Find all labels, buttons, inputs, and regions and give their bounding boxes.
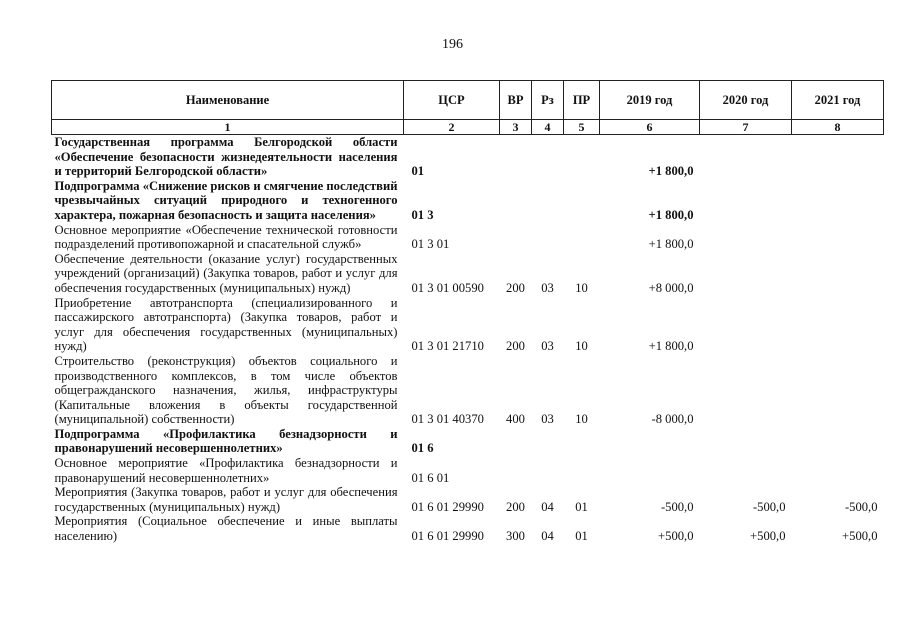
table-row — [52, 354, 884, 427]
row-name: Основное мероприятие «Обеспечение технической готовности подразделений противопожарной и спасательной служб» — [54, 222, 398, 252]
header-2021: 2021 год — [792, 81, 884, 120]
row-2021 — [792, 456, 884, 485]
row-pr — [564, 223, 600, 252]
row-2019: +500,0 — [658, 529, 694, 544]
row-csr: 01 6 — [411, 441, 434, 456]
row-2020 — [700, 354, 792, 427]
row-2019: +1 800,0 — [648, 207, 694, 222]
row-2020 — [700, 252, 792, 296]
row-rz: 04 — [541, 529, 554, 544]
row-2021 — [792, 179, 884, 223]
row-2021 — [792, 223, 884, 252]
row-vr — [500, 427, 532, 456]
row-rz — [532, 456, 564, 485]
row-vr: 400 — [506, 412, 525, 427]
row-name: Подпрограмма «Снижение рисков и смягчение последствий чрезвычайных ситуаций природного и техногенного характера, пожарная безопасность и защита населения» — [54, 178, 398, 222]
row-pr: 10 — [575, 280, 588, 295]
header-name: Наименование — [52, 81, 404, 120]
row-rz: 03 — [541, 280, 554, 295]
row-2019 — [600, 456, 700, 485]
row-2019: +1 800,0 — [648, 237, 694, 252]
header-number: 7 — [700, 120, 792, 135]
row-2020 — [700, 456, 792, 485]
table-header — [52, 81, 884, 135]
header-rz: Рз — [532, 81, 564, 120]
row-2019: +1 800,0 — [648, 339, 694, 354]
row-rz: 03 — [541, 412, 554, 427]
header-number: 1 — [52, 120, 404, 135]
table-row — [52, 252, 884, 296]
row-2019: +8 000,0 — [648, 280, 694, 295]
row-pr — [564, 179, 600, 223]
row-csr: 01 3 01 00590 — [411, 280, 484, 295]
row-2020 — [700, 427, 792, 456]
row-rz — [532, 135, 564, 179]
budget-table — [51, 80, 884, 544]
row-2020 — [700, 296, 792, 354]
row-2021 — [792, 135, 884, 179]
row-2020 — [700, 135, 792, 179]
row-2021: -500,0 — [844, 499, 878, 514]
row-rz — [532, 427, 564, 456]
row-vr: 200 — [506, 499, 525, 514]
header-row — [52, 81, 884, 120]
row-2020 — [700, 223, 792, 252]
row-vr — [500, 456, 532, 485]
row-csr: 01 6 01 — [411, 470, 450, 485]
header-pr: ПР — [564, 81, 600, 120]
row-csr: 01 3 — [411, 207, 434, 222]
row-2020 — [700, 179, 792, 223]
header-2020: 2020 год — [700, 81, 792, 120]
row-2020: +500,0 — [750, 529, 786, 544]
row-rz — [532, 179, 564, 223]
row-pr: 10 — [575, 412, 588, 427]
header-csr: ЦСР — [404, 81, 500, 120]
row-csr: 01 6 01 29990 — [411, 529, 484, 544]
header-number: 6 — [600, 120, 700, 135]
table-row — [52, 456, 884, 485]
row-csr: 01 6 01 29990 — [411, 499, 484, 514]
table-row — [52, 485, 884, 514]
header-number-row — [52, 120, 884, 135]
row-vr: 200 — [506, 339, 525, 354]
table-row — [52, 514, 884, 543]
row-name: Мероприятия (Социальное обеспечение и иные выплаты населению) — [54, 514, 398, 544]
row-csr: 01 3 01 21710 — [411, 339, 484, 354]
row-2021 — [792, 354, 884, 427]
table-row — [52, 296, 884, 354]
row-name: Строительство (реконструкция) объектов социального и производственного комплексов, в том числе объектов общегражданского назначения, жилья, инфраструктуры (Капитальные вложения в объекты государственной (муниципальной) собственности) — [54, 353, 398, 427]
row-rz — [532, 223, 564, 252]
row-2019 — [600, 427, 700, 456]
row-name: Мероприятия (Закупка товаров, работ и услуг для обеспечения государственных (муниципальных) нужд) — [54, 485, 398, 514]
row-rz: 04 — [541, 499, 554, 514]
row-csr: 01 — [411, 164, 425, 179]
row-name: Основное мероприятие «Профилактика безнадзорности и правонарушений несовершеннолетних» — [54, 456, 398, 485]
page-number: 196 — [442, 37, 463, 52]
header-number: 2 — [404, 120, 500, 135]
row-vr: 300 — [506, 529, 525, 544]
row-pr: 01 — [575, 529, 588, 544]
row-pr: 01 — [575, 499, 588, 514]
header-number: 5 — [564, 120, 600, 135]
row-pr — [564, 456, 600, 485]
row-2021 — [792, 427, 884, 456]
row-vr — [500, 223, 532, 252]
table-row — [52, 427, 884, 456]
row-2021 — [792, 252, 884, 296]
row-2020: -500,0 — [752, 499, 786, 514]
row-vr — [500, 135, 532, 179]
header-vr: ВР — [500, 81, 532, 120]
row-rz: 03 — [541, 339, 554, 354]
row-vr — [500, 179, 532, 223]
header-number: 8 — [792, 120, 884, 135]
row-name: Государственная программа Белгородской области «Обеспечение безопасности жизнедеятельности населения и территорий Белгородской области» — [54, 135, 398, 179]
row-2021 — [792, 296, 884, 354]
row-2019: -8 000,0 — [651, 412, 694, 427]
table-row — [52, 223, 884, 252]
header-2019: 2019 год — [600, 81, 700, 120]
row-name: Обеспечение деятельности (оказание услуг) государственных учреждений (организаций) (Закупка товаров, работ и услуг для обеспечения государственных (муниципальных) нужд) — [54, 251, 398, 295]
header-number: 3 — [500, 120, 532, 135]
row-pr — [564, 427, 600, 456]
header-number: 4 — [532, 120, 564, 135]
row-2019: +1 800,0 — [648, 164, 694, 179]
row-vr: 200 — [506, 280, 525, 295]
row-csr: 01 3 01 — [411, 237, 450, 252]
row-pr — [564, 135, 600, 179]
row-name: Приобретение автотранспорта (специализированного и пассажирского автотранспорта) (Закупка товаров, работ и услуг для обеспечения государственных (муниципальных) нужд) — [54, 295, 398, 354]
row-name: Подпрограмма «Профилактика безнадзорности и правонарушений несовершеннолетних» — [54, 426, 398, 456]
row-2021: +500,0 — [842, 529, 878, 544]
table-row — [52, 135, 884, 179]
row-csr: 01 3 01 40370 — [411, 412, 484, 427]
row-2019: -500,0 — [660, 499, 694, 514]
row-pr: 10 — [575, 339, 588, 354]
table-body — [52, 135, 884, 544]
table-row — [52, 179, 884, 223]
